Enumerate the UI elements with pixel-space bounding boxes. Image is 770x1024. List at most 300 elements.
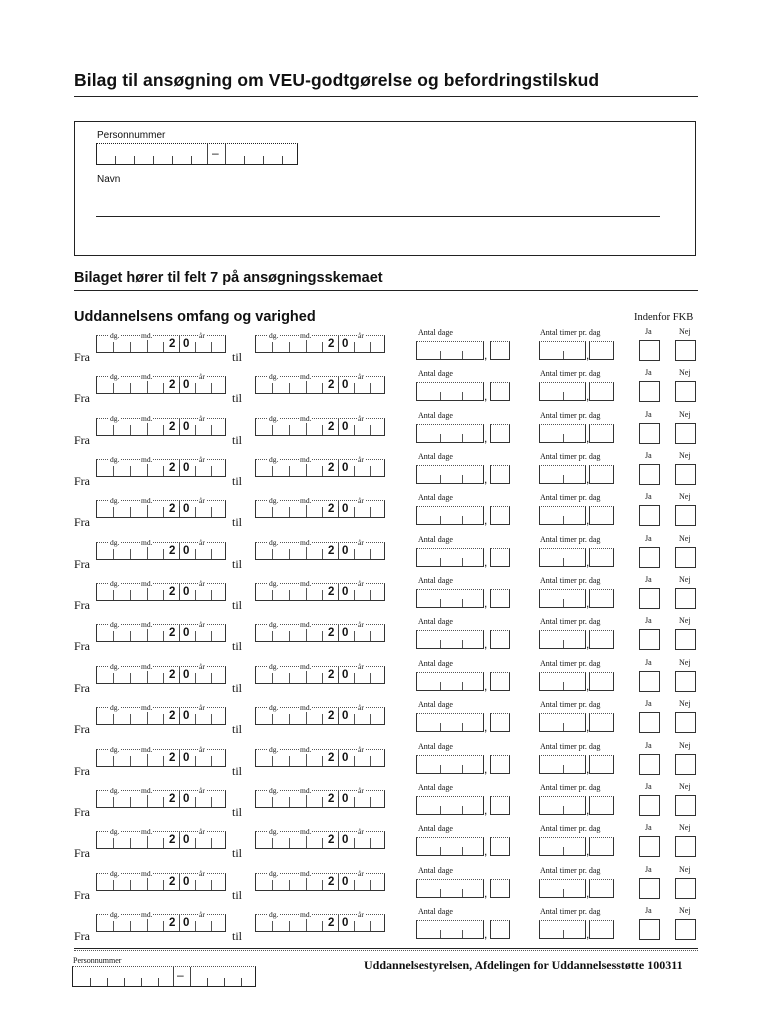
antal-timer-decimal-field[interactable]: [589, 796, 614, 815]
nej-label: Nej: [679, 905, 691, 915]
date-from-field[interactable]: [96, 413, 226, 436]
antal-timer-field[interactable]: [539, 506, 586, 525]
aar-label: år: [199, 827, 205, 837]
antal-dage-label: Antal dage: [418, 369, 453, 379]
md-label: md.: [141, 413, 153, 423]
fra-label: Fra: [74, 928, 90, 943]
antal-dage-field[interactable]: [416, 506, 484, 525]
year-prefix-2: 2: [169, 668, 176, 681]
antal-timer-label: Antal timer pr. dag: [540, 452, 601, 462]
dg-label: dg.: [269, 579, 279, 589]
md-label: md.: [141, 744, 153, 754]
ja-label: Ja: [645, 616, 652, 626]
aar-label: år: [199, 331, 205, 340]
fkb-nej-checkbox[interactable]: [675, 878, 696, 899]
dg-label: dg.: [269, 455, 279, 465]
section-heading-felt7: Bilaget hører til felt 7 på ansøgningsskemaet: [74, 270, 383, 286]
date-to-field[interactable]: [255, 537, 385, 560]
md-label: md.: [300, 537, 312, 547]
education-row: [0, 409, 770, 455]
antal-dage-field[interactable]: [416, 755, 484, 774]
antal-dage-decimal-field[interactable]: [490, 382, 510, 401]
antal-timer-label: Antal timer pr. dag: [540, 741, 601, 751]
date-from-field[interactable]: [96, 331, 226, 353]
date-from-field[interactable]: [96, 372, 226, 394]
fra-label: Fra: [74, 887, 90, 902]
antal-timer-field[interactable]: [539, 589, 586, 608]
aar-label: år: [358, 827, 364, 837]
year-prefix-0: 0: [342, 420, 349, 433]
date-to-field[interactable]: [255, 909, 385, 932]
antal-timer-decimal-field[interactable]: [589, 837, 614, 856]
til-label: til: [232, 556, 243, 571]
fkb-ja-checkbox[interactable]: [639, 629, 660, 650]
year-prefix-2: 2: [328, 503, 335, 516]
antal-dage-decimal-field[interactable]: [490, 548, 510, 567]
antal-dage-field[interactable]: [416, 920, 484, 939]
fkb-nej-checkbox[interactable]: [675, 712, 696, 733]
antal-dage-decimal-field[interactable]: [490, 713, 510, 732]
year-prefix-2: 2: [328, 627, 335, 640]
antal-dage-decimal-field[interactable]: [490, 341, 510, 360]
antal-dage-comma: ,: [484, 637, 488, 652]
antal-timer-label: Antal timer pr. dag: [540, 782, 601, 792]
antal-timer-field[interactable]: [539, 920, 586, 939]
antal-dage-label: Antal dage: [418, 328, 453, 337]
antal-timer-decimal-field[interactable]: [589, 341, 614, 360]
antal-timer-comma: ,: [586, 430, 590, 445]
antal-dage-field[interactable]: [416, 630, 484, 649]
fkb-ja-checkbox[interactable]: [639, 712, 660, 733]
aar-label: år: [358, 455, 364, 465]
fkb-ja-checkbox[interactable]: [639, 754, 660, 775]
year-prefix-0: 0: [342, 338, 349, 350]
antal-dage-comma: ,: [484, 472, 488, 487]
antal-dage-label: Antal dage: [418, 658, 453, 668]
year-prefix-0: 0: [183, 751, 190, 764]
ja-label: Ja: [645, 657, 652, 667]
aar-label: år: [199, 620, 205, 630]
fra-label: Fra: [74, 639, 90, 654]
fkb-nej-checkbox[interactable]: [675, 754, 696, 775]
footer-org: Uddannelsestyrelsen, Afdelingen for Uddannelsesstøtte 100311: [364, 958, 683, 972]
antal-timer-label: Antal timer pr. dag: [540, 576, 601, 586]
year-prefix-2: 2: [328, 875, 335, 888]
md-label: md.: [300, 661, 312, 671]
date-from-field[interactable]: [96, 744, 226, 767]
date-from-field[interactable]: [96, 785, 226, 808]
md-label: md.: [141, 785, 153, 795]
antal-timer-decimal-field[interactable]: [589, 465, 614, 484]
antal-timer-field[interactable]: [539, 755, 586, 774]
fkb-label: Indenfor FKB: [634, 312, 694, 323]
aar-label: år: [358, 703, 364, 713]
aar-label: år: [358, 537, 364, 547]
education-row: [0, 575, 770, 620]
year-prefix-2: 2: [328, 462, 335, 475]
nej-label: Nej: [679, 781, 691, 791]
date-to-field[interactable]: [255, 496, 385, 518]
antal-dage-field[interactable]: [416, 548, 484, 567]
year-prefix-2: 2: [328, 586, 335, 599]
md-label: md.: [141, 827, 153, 837]
fkb-nej-checkbox[interactable]: [675, 340, 696, 361]
year-prefix-0: 0: [183, 503, 190, 516]
antal-timer-decimal-field[interactable]: [589, 548, 614, 567]
aar-label: år: [199, 785, 205, 795]
nej-label: Nej: [679, 368, 691, 378]
date-to-field[interactable]: [255, 661, 385, 684]
til-label: til: [232, 515, 243, 530]
year-prefix-0: 0: [342, 875, 349, 888]
date-to-field[interactable]: [255, 785, 385, 808]
aar-label: år: [358, 496, 364, 506]
antal-dage-decimal-field[interactable]: [490, 424, 510, 443]
antal-dage-decimal-field[interactable]: [490, 879, 510, 898]
antal-timer-decimal-field[interactable]: [589, 713, 614, 732]
til-label: til: [232, 474, 243, 489]
year-prefix-0: 0: [183, 668, 190, 681]
aar-label: år: [199, 413, 205, 423]
antal-timer-comma: ,: [586, 348, 590, 362]
md-label: md.: [300, 331, 312, 340]
year-prefix-2: 2: [328, 668, 335, 681]
year-prefix-0: 0: [342, 751, 349, 764]
fra-label: Fra: [74, 598, 90, 613]
fkb-ja-checkbox[interactable]: [639, 795, 660, 816]
year-prefix-2: 2: [169, 379, 176, 392]
date-to-field[interactable]: [255, 579, 385, 601]
aar-label: år: [358, 661, 364, 671]
antal-dage-decimal-field[interactable]: [490, 630, 510, 649]
fkb-nej-checkbox[interactable]: [675, 671, 696, 692]
antal-timer-label: Antal timer pr. dag: [540, 865, 601, 875]
til-label: til: [232, 763, 243, 778]
fkb-nej-checkbox[interactable]: [675, 381, 696, 402]
aar-label: år: [199, 537, 205, 547]
antal-dage-decimal-field[interactable]: [490, 672, 510, 691]
footer-personnummer-label: Personnummer: [73, 956, 122, 965]
date-from-field[interactable]: [96, 620, 226, 642]
antal-dage-comma: ,: [484, 761, 488, 776]
date-from-field[interactable]: [96, 703, 226, 725]
year-prefix-0: 0: [183, 586, 190, 599]
antal-timer-field[interactable]: [539, 465, 586, 484]
antal-timer-decimal-field[interactable]: [589, 382, 614, 401]
date-to-field[interactable]: [255, 744, 385, 767]
education-row: [0, 492, 770, 537]
ja-label: Ja: [645, 327, 652, 336]
antal-timer-label: Antal timer pr. dag: [540, 658, 601, 668]
antal-timer-label: Antal timer pr. dag: [540, 328, 601, 337]
antal-timer-field[interactable]: [539, 796, 586, 815]
education-row: [0, 451, 770, 496]
fkb-ja-checkbox[interactable]: [639, 464, 660, 485]
date-to-field[interactable]: [255, 331, 385, 353]
antal-timer-label: Antal timer pr. dag: [540, 493, 601, 503]
antal-dage-label: Antal dage: [418, 493, 453, 503]
year-prefix-0: 0: [183, 792, 190, 805]
nej-label: Nej: [679, 533, 691, 543]
year-prefix-0: 0: [342, 834, 349, 847]
date-from-field[interactable]: [96, 496, 226, 518]
til-label: til: [232, 391, 243, 406]
antal-dage-label: Antal dage: [418, 865, 453, 875]
ja-label: Ja: [645, 368, 652, 378]
antal-dage-label: Antal dage: [418, 782, 453, 792]
antal-timer-field[interactable]: [539, 879, 586, 898]
nej-label: Nej: [679, 409, 691, 419]
fkb-ja-checkbox[interactable]: [639, 381, 660, 402]
ja-label: Ja: [645, 905, 652, 915]
year-prefix-2: 2: [169, 420, 176, 433]
antal-dage-decimal-field[interactable]: [490, 589, 510, 608]
md-label: md.: [300, 703, 312, 713]
fra-label: Fra: [74, 432, 90, 447]
date-to-field[interactable]: [255, 868, 385, 891]
fkb-ja-checkbox[interactable]: [639, 340, 660, 361]
antal-timer-field[interactable]: [539, 548, 586, 567]
nej-label: Nej: [679, 575, 691, 585]
aar-label: år: [199, 703, 205, 713]
fra-label: Fra: [74, 680, 90, 695]
education-row: [0, 699, 770, 744]
til-label: til: [232, 680, 243, 695]
antal-timer-comma: ,: [586, 761, 590, 776]
md-label: md.: [141, 455, 153, 465]
fkb-nej-checkbox[interactable]: [675, 588, 696, 609]
date-to-field[interactable]: [255, 703, 385, 725]
dg-label: dg.: [110, 744, 120, 754]
education-row: [0, 823, 770, 868]
aar-label: år: [199, 909, 205, 919]
antal-dage-label: Antal dage: [418, 741, 453, 751]
year-prefix-2: 2: [328, 338, 335, 350]
section-rule: [74, 290, 698, 291]
md-label: md.: [300, 744, 312, 754]
aar-label: år: [358, 579, 364, 589]
dg-label: dg.: [269, 661, 279, 671]
antal-timer-label: Antal timer pr. dag: [540, 534, 601, 544]
antal-dage-decimal-field[interactable]: [490, 506, 510, 525]
date-to-field[interactable]: [255, 827, 385, 849]
antal-dage-comma: ,: [484, 926, 488, 941]
fra-label: Fra: [74, 474, 90, 489]
md-label: md.: [300, 909, 312, 919]
dg-label: dg.: [269, 537, 279, 547]
aar-label: år: [358, 331, 364, 340]
dg-label: dg.: [110, 372, 120, 382]
ja-label: Ja: [645, 781, 652, 791]
nej-label: Nej: [679, 327, 691, 336]
til-label: til: [232, 722, 243, 737]
til-label: til: [232, 639, 243, 654]
antal-dage-comma: ,: [484, 802, 488, 817]
antal-timer-decimal-field[interactable]: [589, 589, 614, 608]
til-label: til: [232, 928, 243, 943]
fra-label: Fra: [74, 556, 90, 571]
fkb-nej-checkbox[interactable]: [675, 836, 696, 857]
fkb-nej-checkbox[interactable]: [675, 464, 696, 485]
year-prefix-0: 0: [183, 834, 190, 847]
date-from-field[interactable]: [96, 661, 226, 684]
fra-label: Fra: [74, 846, 90, 861]
fra-label: Fra: [74, 391, 90, 406]
navn-label: Navn: [97, 174, 121, 185]
antal-dage-decimal-field[interactable]: [490, 920, 510, 939]
antal-timer-decimal-field[interactable]: [589, 424, 614, 443]
education-row: [0, 905, 770, 951]
antal-timer-decimal-field[interactable]: [589, 879, 614, 898]
antal-timer-field[interactable]: [539, 713, 586, 732]
fkb-ja-checkbox[interactable]: [639, 588, 660, 609]
antal-timer-comma: ,: [586, 637, 590, 652]
aar-label: år: [199, 868, 205, 878]
antal-timer-decimal-field[interactable]: [589, 755, 614, 774]
section-heading-omfang: Uddannelsens omfang og varighed: [74, 309, 316, 325]
antal-dage-field[interactable]: [416, 424, 484, 443]
fra-label: Fra: [74, 515, 90, 530]
dg-label: dg.: [110, 661, 120, 671]
year-prefix-2: 2: [169, 503, 176, 516]
antal-timer-comma: ,: [586, 720, 590, 735]
antal-dage-field[interactable]: [416, 837, 484, 856]
fkb-ja-checkbox[interactable]: [639, 547, 660, 568]
til-label: til: [232, 804, 243, 819]
antal-timer-field[interactable]: [539, 424, 586, 443]
education-row: [0, 533, 770, 579]
antal-dage-field[interactable]: [416, 382, 484, 401]
fra-label: Fra: [74, 804, 90, 819]
date-to-field[interactable]: [255, 455, 385, 477]
antal-timer-comma: ,: [586, 926, 590, 941]
antal-dage-field[interactable]: [416, 796, 484, 815]
antal-timer-field[interactable]: [539, 837, 586, 856]
dg-label: dg.: [110, 537, 120, 547]
date-from-field[interactable]: [96, 868, 226, 891]
antal-timer-label: Antal timer pr. dag: [540, 906, 601, 916]
dg-label: dg.: [269, 331, 279, 340]
fkb-ja-checkbox[interactable]: [639, 878, 660, 899]
year-prefix-0: 0: [342, 710, 349, 723]
antal-timer-label: Antal timer pr. dag: [540, 369, 601, 379]
education-row: [0, 368, 770, 413]
md-label: md.: [300, 579, 312, 589]
fkb-nej-checkbox[interactable]: [675, 505, 696, 526]
date-from-field[interactable]: [96, 827, 226, 849]
antal-dage-decimal-field[interactable]: [490, 465, 510, 484]
dg-label: dg.: [269, 868, 279, 878]
dg-label: dg.: [110, 620, 120, 630]
nej-label: Nej: [679, 699, 691, 709]
date-to-field[interactable]: [255, 413, 385, 436]
year-prefix-0: 0: [183, 338, 190, 350]
antal-dage-field[interactable]: [416, 713, 484, 732]
date-to-field[interactable]: [255, 372, 385, 394]
dg-label: dg.: [269, 620, 279, 630]
date-from-field[interactable]: [96, 579, 226, 601]
antal-timer-decimal-field[interactable]: [589, 920, 614, 939]
antal-dage-field[interactable]: [416, 341, 484, 360]
fkb-nej-checkbox[interactable]: [675, 629, 696, 650]
navn-field[interactable]: [96, 216, 660, 217]
antal-dage-field[interactable]: [416, 589, 484, 608]
year-prefix-2: 2: [328, 834, 335, 847]
year-prefix-2: 2: [169, 834, 176, 847]
nej-label: Nej: [679, 823, 691, 833]
fkb-ja-checkbox[interactable]: [639, 919, 660, 940]
year-prefix-0: 0: [342, 627, 349, 640]
antal-dage-field[interactable]: [416, 465, 484, 484]
fkb-ja-checkbox[interactable]: [639, 505, 660, 526]
antal-dage-decimal-field[interactable]: [490, 755, 510, 774]
antal-dage-decimal-field[interactable]: [490, 837, 510, 856]
fkb-nej-checkbox[interactable]: [675, 919, 696, 940]
antal-timer-decimal-field[interactable]: [589, 672, 614, 691]
year-prefix-2: 2: [169, 544, 176, 557]
aar-label: år: [358, 785, 364, 795]
year-prefix-2: 2: [328, 792, 335, 805]
aar-label: år: [199, 455, 205, 465]
antal-dage-field[interactable]: [416, 672, 484, 691]
antal-dage-comma: ,: [484, 430, 488, 445]
date-to-field[interactable]: [255, 620, 385, 642]
dg-label: dg.: [110, 496, 120, 506]
footer-personnummer-field[interactable]: [72, 966, 256, 987]
ja-label: Ja: [645, 492, 652, 502]
dg-label: dg.: [269, 496, 279, 506]
year-prefix-2: 2: [328, 916, 335, 929]
aar-label: år: [358, 372, 364, 382]
antal-timer-field[interactable]: [539, 382, 586, 401]
antal-timer-field[interactable]: [539, 672, 586, 691]
year-prefix-2: 2: [328, 420, 335, 433]
fkb-nej-checkbox[interactable]: [675, 547, 696, 568]
antal-dage-decimal-field[interactable]: [490, 796, 510, 815]
antal-timer-comma: ,: [586, 678, 590, 693]
fkb-ja-checkbox[interactable]: [639, 671, 660, 692]
date-from-field[interactable]: [96, 537, 226, 560]
fkb-nej-checkbox[interactable]: [675, 423, 696, 444]
date-from-field[interactable]: [96, 909, 226, 932]
fkb-ja-checkbox[interactable]: [639, 423, 660, 444]
antal-timer-decimal-field[interactable]: [589, 506, 614, 525]
antal-timer-comma: ,: [586, 844, 590, 859]
year-prefix-2: 2: [169, 710, 176, 723]
antal-timer-field[interactable]: [539, 630, 586, 649]
fkb-ja-checkbox[interactable]: [639, 836, 660, 857]
antal-dage-label: Antal dage: [418, 824, 453, 834]
year-prefix-0: 0: [342, 916, 349, 929]
md-label: md.: [141, 579, 153, 589]
fkb-nej-checkbox[interactable]: [675, 795, 696, 816]
aar-label: år: [358, 413, 364, 423]
antal-timer-decimal-field[interactable]: [589, 630, 614, 649]
dg-label: dg.: [110, 455, 120, 465]
dg-label: dg.: [110, 827, 120, 837]
antal-dage-field[interactable]: [416, 879, 484, 898]
antal-dage-label: Antal dage: [418, 410, 453, 420]
year-prefix-2: 2: [328, 751, 335, 764]
personnummer-field[interactable]: [96, 143, 298, 165]
year-prefix-2: 2: [169, 792, 176, 805]
date-from-field[interactable]: [96, 455, 226, 477]
dg-label: dg.: [110, 413, 120, 423]
til-label: til: [232, 350, 243, 364]
md-label: md.: [300, 413, 312, 423]
antal-timer-field[interactable]: [539, 341, 586, 360]
antal-dage-comma: ,: [484, 513, 488, 528]
